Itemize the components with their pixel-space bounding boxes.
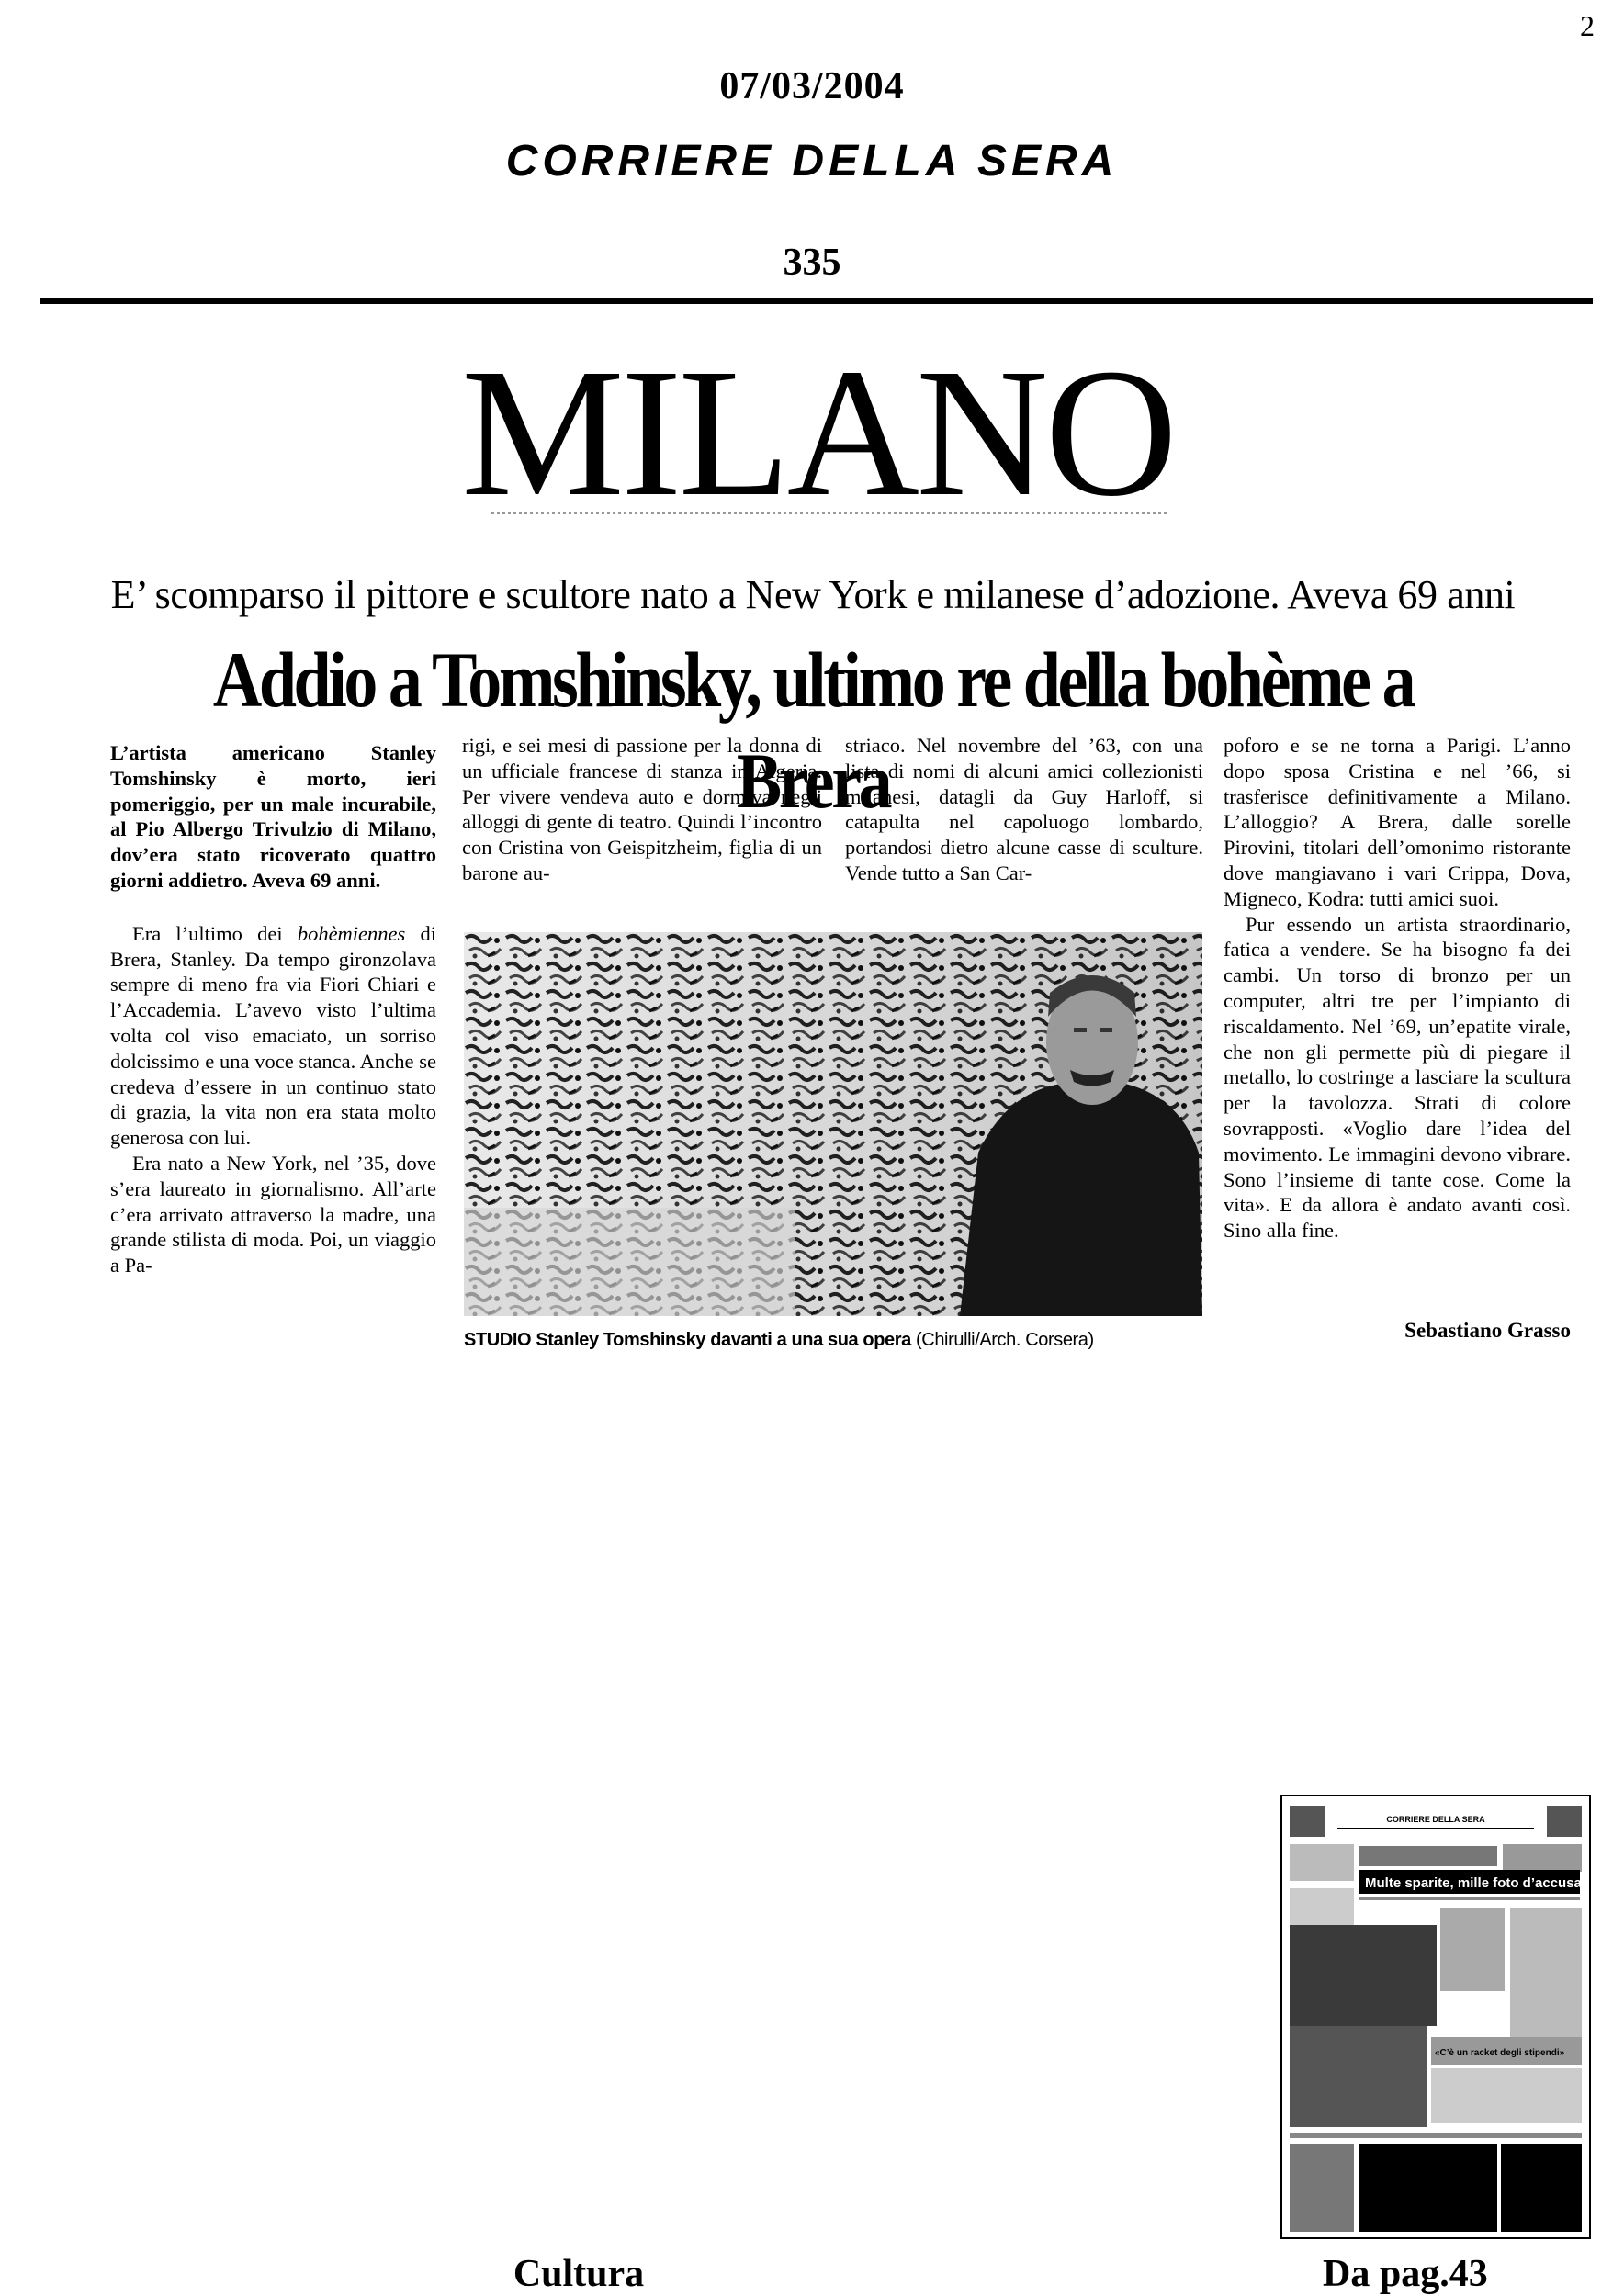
front-page-miniature bbox=[1282, 1796, 1589, 2237]
headline: Addio a Tomshinsky, ultimo re della bohème a Brera bbox=[212, 636, 1414, 825]
footer-section: Cultura bbox=[513, 2253, 645, 2295]
article-column-2 bbox=[462, 733, 822, 886]
thumbnail-masthead: CORRIERE DELLA SERA bbox=[1386, 1815, 1485, 1824]
newspaper-name: CORRIERE DELLA SERA bbox=[505, 137, 1119, 186]
article-paragraph: Era nato a New York, nel ’35, dove s’era laureato in giornalismo. All’arte c’era arrivato attraverso la madre, una grande stilista di moda. Poi, un viaggio a Pa- bbox=[110, 1151, 436, 1277]
page-number: 2 bbox=[1580, 9, 1595, 42]
article-photo bbox=[464, 932, 1202, 1316]
article-lead: L’artista americano Stanley Tomshinsky è morto, ieri pomeriggio, per un male incurabile, al Pio Albergo Trivulzio di Milano, dov’era stato ricoverato quattro giorni addietro. Aveva 69 anni. bbox=[110, 741, 436, 892]
article-column-4 bbox=[1224, 733, 1571, 1244]
article-paragraph: poforo e se ne torna a Parigi. L’anno dopo sposa Cristina e nel ’66, si trasferisce definitivamente a Milano. L’alloggio? A Brera, dalle sorelle Pirovini, titolari dell’omonimo ristorante dove mangiavano i vari Crippa, Dova, Migneco, Kodra: tutti amici suoi. bbox=[1224, 734, 1571, 910]
section-title: MILANO bbox=[441, 332, 1194, 535]
thumbnail-subhead: «C’è un racket degli stipendi» bbox=[1435, 2048, 1565, 2058]
caption-credit: (Chirulli/Arch. Corsera) bbox=[910, 1330, 1094, 1350]
kicker: E’ scomparso il pittore e scultore nato a New York e milanese d’adozione. Aveva 69 anni bbox=[110, 572, 1516, 617]
article-paragraph: striaco. Nel novembre del ’63, con una lista di nomi di alcuni amici collezionisti milanesi, datagli da Guy Harloff, si catapulta nel capoluogo lombardo, portandosi dietro alcune casse di sculture. Vende tutto a San Car- bbox=[845, 734, 1203, 884]
article-paragraph: Era l’ultimo dei bohèmiennes di Brera, Stanley. Da tempo gironzolava sempre di meno fra via Fiori Chiari e l’Accademia. L’avevo visto l’ultima volta col viso emaciato, un sorriso dolcissimo e una voce stanca. Anche se credeva d’essere in un continuo stato di grazia, la vita non era stata molto generosa con lui. bbox=[110, 921, 436, 1150]
article-column-1 bbox=[110, 740, 436, 1278]
issue-number: 335 bbox=[783, 242, 841, 284]
thumbnail-headline: Multe sparite, mille foto d’accusa bbox=[1365, 1875, 1582, 1891]
caption-text: Stanley Tomshinsky davanti a una sua opera bbox=[531, 1330, 911, 1350]
header-rule bbox=[40, 298, 1593, 304]
article-column-3 bbox=[845, 733, 1203, 886]
caption-tag: STUDIO bbox=[464, 1330, 532, 1350]
photo-caption bbox=[464, 1330, 1217, 1351]
article-author: Sebastiano Grasso bbox=[1404, 1319, 1571, 1342]
publication-date: 07/03/2004 bbox=[719, 65, 905, 107]
front-page-thumbnail bbox=[1280, 1795, 1591, 2239]
photo-artwork-and-portrait bbox=[464, 932, 1202, 1316]
footer-page-reference: Da pag.43 bbox=[1323, 2253, 1488, 2295]
article-paragraph: rigi, e sei mesi di passione per la donna di un ufficiale francese di stanza in Algeria. Per vivere vendeva auto e dormiva negli alloggi di gente di teatro. Quindi l’incontro con Cristina von Geispitzheim, figlia di un barone au- bbox=[462, 734, 822, 884]
article-paragraph: Pur essendo un artista straordinario, fatica a vendere. Se ha bisogno fa dei cambi. Un torso di bronzo per un computer, altri tre per l’impianto di riscaldamento. Nel ’69, un’epatite virale, che non gli permette più di piegare il metallo, lo costringe a lasciare la scultura per la tavolozza. Strati di colore sovrapposti. «Voglio dare l’idea del movimento. Le immagini devono vibrare. Sono l’insieme di tante cose. Come la vita». E da allora è andato avanti così. Sino alla fine. bbox=[1224, 912, 1571, 1243]
